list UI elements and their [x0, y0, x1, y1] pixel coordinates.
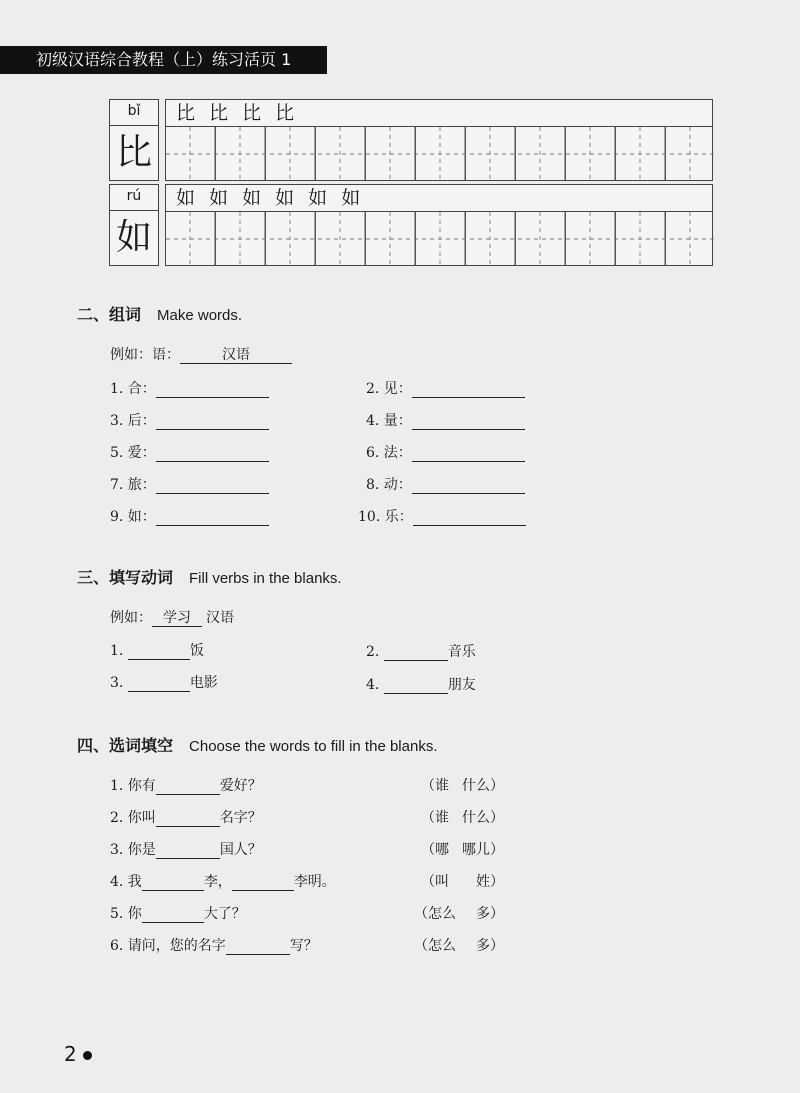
sentence-end: 写？: [289, 938, 318, 954]
option-2: 哪儿）: [462, 842, 504, 858]
answer-blank[interactable]: [384, 678, 448, 694]
example-answer: 学习: [152, 611, 202, 627]
list-item: [358, 508, 526, 526]
option-1: （叫: [421, 874, 449, 890]
answer-blank[interactable]: [232, 875, 294, 891]
worksheet-header: 初级汉语综合教程（上）练习活页 1: [0, 46, 327, 74]
answer-blank[interactable]: [156, 446, 269, 462]
answer-blank[interactable]: [142, 875, 204, 891]
answer-blank[interactable]: [128, 644, 190, 660]
section-english: Make words.: [157, 307, 243, 324]
answer-blank[interactable]: [128, 676, 190, 692]
sentence-start: 1. 你有: [110, 778, 156, 794]
item-object: 饭: [189, 643, 204, 659]
list-item: [110, 937, 318, 955]
option-2: 姓）: [476, 874, 504, 890]
sentence-end: 大了？: [203, 906, 246, 922]
example-line: [110, 609, 234, 627]
sentence-start: 6. 请问，您的名字: [110, 938, 226, 954]
word-options: [410, 937, 504, 955]
list-item: [110, 476, 269, 494]
section-title-choose-words: [77, 733, 437, 756]
answer-blank[interactable]: [156, 843, 220, 859]
option-2: 什么）: [462, 778, 504, 794]
example-after: 汉语: [206, 610, 234, 626]
option-2: 什么）: [462, 810, 504, 826]
list-item: [110, 674, 218, 692]
option-1: （怎么: [414, 938, 456, 954]
list-item: [110, 508, 269, 526]
answer-blank[interactable]: [226, 939, 290, 955]
writing-grid[interactable]: [165, 212, 713, 266]
item-label: 9. 如：: [110, 509, 156, 525]
list-item: [366, 444, 525, 462]
list-item: [366, 380, 525, 398]
answer-blank[interactable]: [412, 382, 525, 398]
model-character: 如: [115, 217, 152, 258]
list-item: [366, 676, 476, 694]
sentence-end: 李明。: [293, 874, 336, 890]
stroke-order-row: 如 如 如 如 如 如: [165, 184, 713, 212]
item-number: 4.: [366, 677, 380, 693]
item-object: 电影: [189, 675, 218, 691]
answer-blank[interactable]: [412, 414, 525, 430]
list-item: [366, 643, 476, 661]
list-item: [110, 777, 262, 795]
list-item: [110, 412, 269, 430]
item-label: 10. 乐：: [358, 509, 413, 525]
example-label: 例如：语：: [110, 347, 180, 363]
example-line: [110, 346, 292, 364]
char-box: [109, 99, 159, 181]
option-1: （谁: [421, 778, 449, 794]
word-options: [410, 777, 504, 795]
stroke-order-row: 比 比 比 比: [165, 99, 713, 127]
option-2: 多）: [476, 906, 504, 922]
section-title-make-words: [77, 302, 242, 325]
list-item: [366, 412, 525, 430]
item-label: 7. 旅：: [110, 477, 156, 493]
sentence-middle: 李，: [203, 874, 232, 890]
list-item: [110, 873, 336, 891]
item-label: 2. 见：: [366, 381, 412, 397]
item-number: 3.: [110, 675, 124, 691]
model-character: 比: [115, 132, 152, 173]
answer-blank[interactable]: [413, 510, 526, 526]
section-english: Choose the words to fill in the blanks.: [189, 738, 438, 755]
example-label: 例如：: [110, 610, 152, 626]
bullet-dot-icon: [83, 1051, 92, 1060]
option-2: 多）: [476, 938, 504, 954]
section-number: 四、选词填空: [77, 736, 174, 755]
word-options: [410, 873, 504, 891]
answer-blank[interactable]: [156, 811, 220, 827]
option-1: （怎么: [414, 906, 456, 922]
word-options: [410, 905, 504, 923]
answer-blank[interactable]: [412, 446, 525, 462]
item-object: 音乐: [447, 644, 476, 660]
example-answer: 汉语: [180, 348, 292, 364]
list-item: [366, 476, 525, 494]
item-label: 6. 法：: [366, 445, 412, 461]
grid-guides: [166, 127, 714, 181]
answer-blank[interactable]: [156, 382, 269, 398]
list-item: [110, 444, 269, 462]
char-practice-ru: [109, 184, 713, 266]
answer-blank[interactable]: [156, 510, 269, 526]
list-item: [110, 809, 262, 827]
list-item: [110, 380, 269, 398]
sentence-start: 5. 你: [110, 906, 142, 922]
item-label: 1. 合：: [110, 381, 156, 397]
sentence-start: 3. 你是: [110, 842, 156, 858]
option-1: （哪: [421, 842, 449, 858]
answer-blank[interactable]: [412, 478, 525, 494]
sentence-end: 爱好？: [219, 778, 262, 794]
list-item: [110, 642, 204, 660]
word-options: [410, 841, 504, 859]
item-label: 3. 后：: [110, 413, 156, 429]
answer-blank[interactable]: [142, 907, 204, 923]
list-item: [110, 841, 262, 859]
item-number: 1.: [110, 643, 124, 659]
sentence-end: 名字？: [219, 810, 262, 826]
sentence-start: 2. 你叫: [110, 810, 156, 826]
list-item: [110, 905, 246, 923]
page-number-text: 2: [64, 1042, 77, 1066]
item-number: 2.: [366, 644, 380, 660]
option-1: （谁: [421, 810, 449, 826]
answer-blank[interactable]: [156, 779, 220, 795]
char-practice-bi: [109, 99, 713, 181]
item-object: 朋友: [447, 677, 476, 693]
pinyin-label: rú: [110, 188, 158, 211]
page-number: [64, 1042, 92, 1066]
section-number: 三、填写动词: [77, 568, 174, 587]
sentence-end: 国人？: [219, 842, 262, 858]
word-options: [410, 809, 504, 827]
item-label: 5. 爱：: [110, 445, 156, 461]
section-title-fill-verbs: [77, 565, 342, 588]
answer-blank[interactable]: [384, 645, 448, 661]
char-box: [109, 184, 159, 266]
pinyin-label: bǐ: [110, 103, 158, 126]
sentence-start: 4. 我: [110, 874, 142, 890]
section-english: Fill verbs in the blanks.: [189, 570, 342, 587]
grid-guides: [166, 212, 714, 266]
item-label: 8. 动：: [366, 477, 412, 493]
answer-blank[interactable]: [156, 414, 269, 430]
item-label: 4. 量：: [366, 413, 412, 429]
writing-grid[interactable]: [165, 127, 713, 181]
section-number: 二、组词: [77, 305, 142, 324]
answer-blank[interactable]: [156, 478, 269, 494]
